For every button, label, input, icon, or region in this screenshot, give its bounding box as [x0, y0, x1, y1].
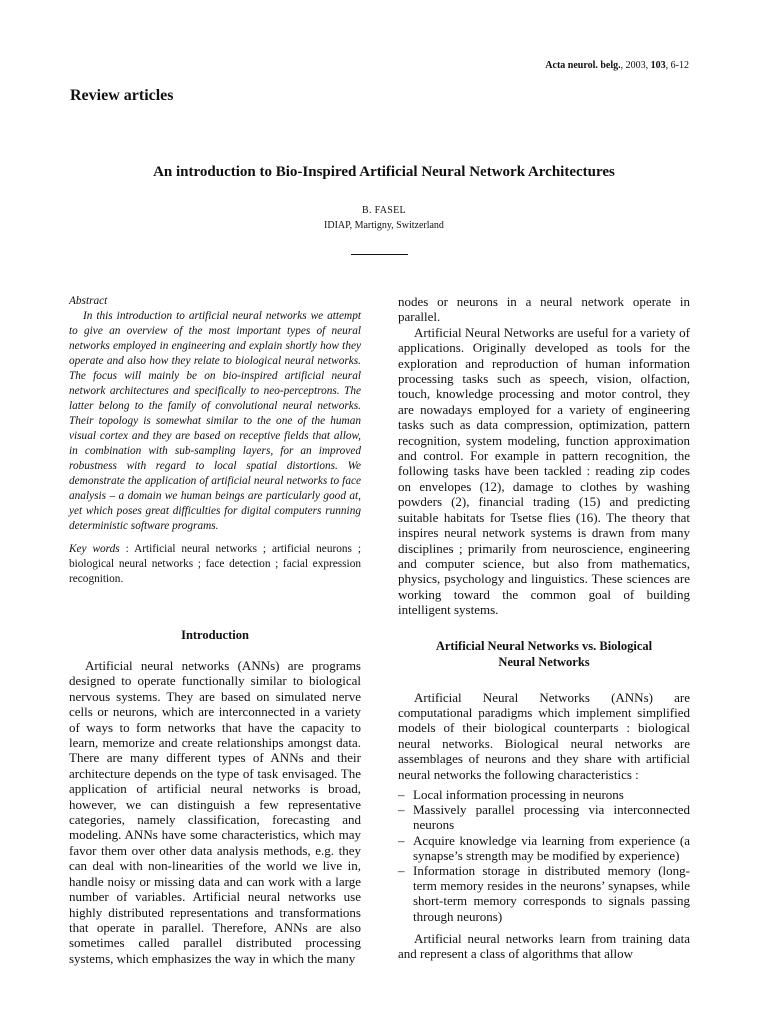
list-item-text: Acquire knowledge via learning from experience (a synapse’s strength may be modified by experience)	[413, 832, 690, 863]
journal-volume: 103	[650, 60, 666, 71]
list-item-text: Local information processing in neurons	[413, 786, 624, 802]
keywords	[69, 542, 361, 587]
journal-reference	[545, 60, 689, 71]
applications-paragraph: Artificial Neural Networks are useful for a variety of applications. Originally developed as tools for the exploration and reproduction of human information processing tasks such as speech, vision, olfaction, touch, knowledge processing and motor control, they are nowadays employed for a variety of engineering tasks such as data compression, optimization, pattern recognition, system modeling, function approximation and control. For example in pattern recognition, the following tasks have been tackled : reading zip codes on envelopes (12), damage to clothes by washing powders (2), financial trading (15) and predicting suitable habitats for Tsetse flies (16). The theory that inspires neural network systems is drawn from many disciplines ; primarily from neuroscience, engineering and computer science, but also from mathematics, physics, psychology and linguistics. These sciences are working toward the common goal of building intelligent systems.	[398, 324, 690, 618]
journal-pages: , 6-12	[665, 60, 689, 71]
right-column	[398, 294, 690, 962]
introduction-body: Artificial neural networks (ANNs) are programs designed to operate functionally similar to biological nervous systems. They are based on simulated nerve cells or neurons, which are interconnected in a variety of ways to form networks that have the capacity to learn, memorize and create relationships amongst data. There are many different types of ANNs and their architecture depends on the type of task envisaged. The application of artificial neural networks is broad, however, we can distinguish a few representative categories, namely classification, forecasting and modeling. ANNs have some characteristics, which may favor them over other data analysis methods, e.g. they can deal with non-linearities of the world we live in, handle noisy or missing data and can work with a large number of variables. Artificial neural networks use highly distributed representations and transformations that operate in parallel. Therefore, ANNs are also sometimes called parallel distributed processing systems, which emphasizes the way in which the many	[69, 658, 361, 966]
section-label: Review articles	[70, 87, 174, 104]
abstract-body: In this introduction to artificial neural networks we attempt to give an overview of the most important types of neural networks employed in engineering and explain shortly how they operate and also how they relate to biological neural networks. The focus will mainly be on bio-inspired artificial neural network architectures and specifically to neo-perceptrons. The latter belong to the family of convolutional neural networks. Their topology is somewhat similar to the one of the human visual cortex and they are based on receptive fields that allow, in combination with sub-sampling layers, for an improved robustness with regard to local spatial distortions. We demonstrate the application of artificial neural networks to face analysis – a domain we human beings are particularly good at, yet which poses great difficulties for digital computers running deterministic software programs.	[69, 310, 361, 532]
list-item-text: Massively parallel processing via interconnected neurons	[413, 802, 690, 833]
dash-bullet: –	[398, 786, 405, 802]
list-item-text: Information storage in distributed memory (long-term memory resides in the neurons’ synapses, while short-term memory corresponds to signals passing through neurons)	[413, 862, 690, 924]
keywords-label: Key words	[69, 543, 120, 555]
keywords-text: : Artificial neural networks ; artificial neurons ; biological neural networks ; face detection ; facial expression recognition.	[69, 543, 361, 585]
dash-bullet: –	[398, 802, 405, 818]
ann-vs-bnn-heading	[398, 638, 690, 670]
introduction-heading: Introduction	[181, 628, 249, 642]
ann-definition-paragraph: Artificial Neural Networks (ANNs) are computational paradigms which implement simplified models of their biological counterparts : biological neural networks. Biological neural networks are assemblages of neurons and they share with artificial neural networks the following characteristics :	[398, 689, 690, 782]
learning-paragraph: Artificial neural networks learn from training data and represent a class of algorithms that allow	[398, 930, 690, 962]
list-item	[398, 833, 690, 863]
dash-bullet: –	[398, 862, 405, 878]
ann-vs-bnn-heading-line2: Neural Networks	[498, 654, 590, 669]
left-column	[69, 294, 361, 966]
ann-vs-bnn-heading-line1: Artificial Neural Networks vs. Biological	[435, 638, 653, 653]
article-title: An introduction to Bio-Inspired Artificial Neural Network Architectures	[153, 164, 615, 180]
author-affiliation: IDIAP, Martigny, Switzerland	[324, 220, 444, 231]
characteristics-list	[398, 787, 690, 924]
list-item	[398, 863, 690, 924]
continuation-paragraph: nodes or neurons in a neural network operate in parallel.	[398, 294, 690, 325]
author-name: B. FASEL	[362, 205, 406, 216]
journal-year: , 2003,	[620, 60, 651, 71]
title-divider	[351, 254, 408, 255]
abstract-heading: Abstract	[69, 295, 108, 307]
list-item	[398, 787, 690, 802]
list-item	[398, 802, 690, 832]
journal-name: Acta neurol. belg.	[545, 60, 621, 71]
dash-bullet: –	[398, 832, 405, 848]
